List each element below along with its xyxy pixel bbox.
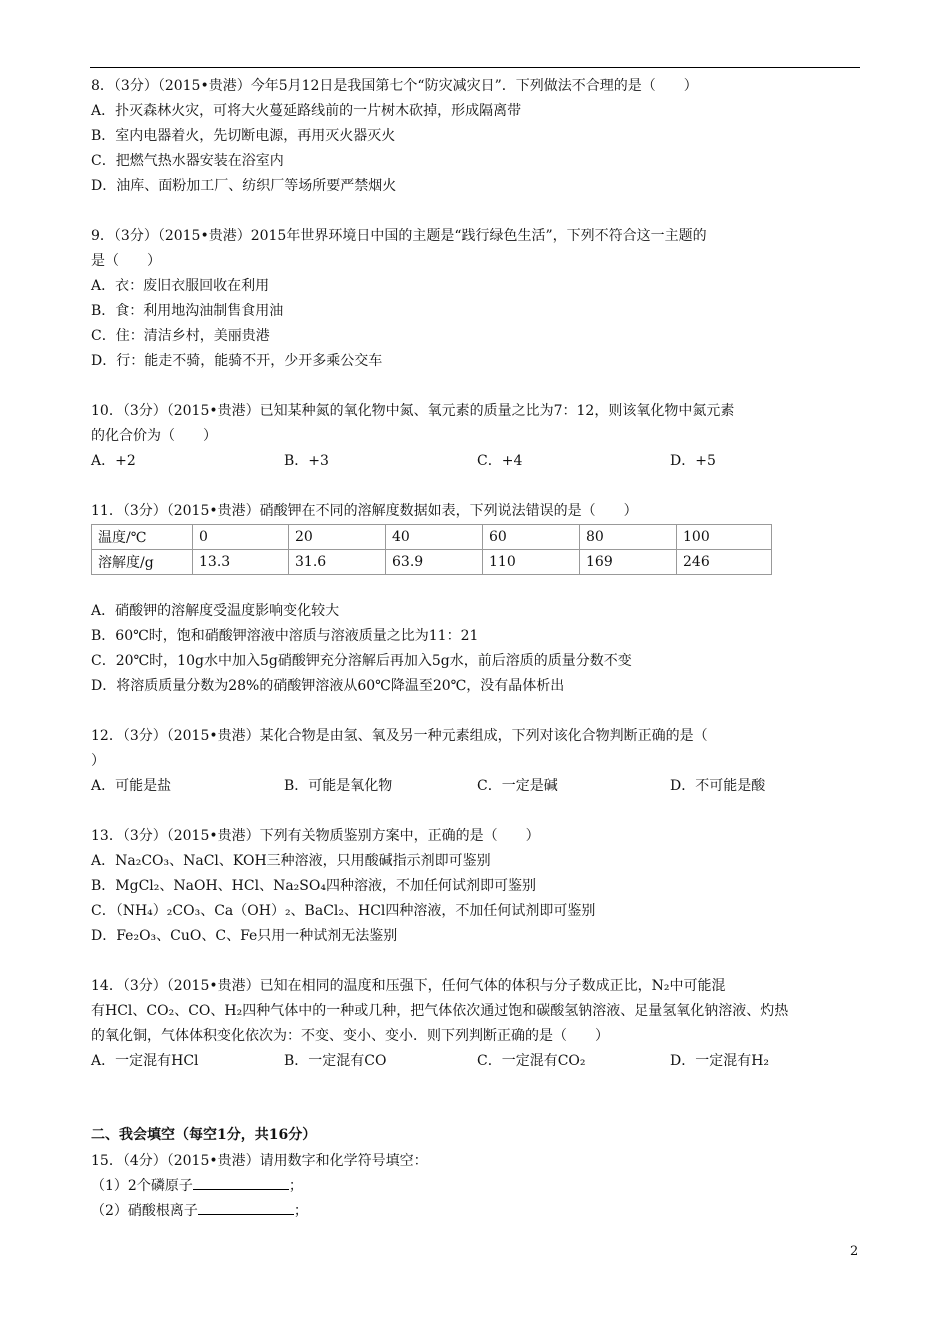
option-d: D．行：能走不骑，能骑不开，少开多乘公交车 bbox=[91, 353, 383, 369]
separator: ； bbox=[288, 1178, 303, 1194]
question-stem-cont: 有HCl、CO₂、CO、H₂四种气体中的一种或几种，把气体依次通过饱和碳酸氢钠溶液、足量氢氧化钠溶液、灼热 bbox=[91, 1003, 789, 1019]
fill-item-label: （2）硝酸根离子 bbox=[91, 1203, 198, 1219]
fill-item-label: （1）2个磷原子 bbox=[91, 1178, 193, 1194]
question-8 bbox=[91, 74, 863, 199]
option-d: D．Fe₂O₃、CuO、C、Fe只用一种试剂无法鉴别 bbox=[91, 928, 398, 944]
question-10 bbox=[91, 399, 863, 474]
option-b: B．MgCl₂、NaOH、HCl、Na₂SO₄四种溶液，不加任何试剂即可鉴别 bbox=[91, 878, 536, 894]
option-c: C．一定混有CO₂ bbox=[477, 1053, 586, 1069]
table-cell: 31.6 bbox=[289, 550, 386, 575]
option-c: C．+4 bbox=[477, 453, 523, 469]
options-row bbox=[91, 449, 863, 474]
option-a: A．硝酸钾的溶解度受温度影响变化较大 bbox=[91, 603, 340, 619]
separator: ； bbox=[293, 1203, 308, 1219]
question-14 bbox=[91, 974, 863, 1074]
question-stem: 15．（4分）（2015•贵港）请用数字和化学符号填空： bbox=[91, 1153, 428, 1169]
header-rule bbox=[90, 67, 860, 68]
table-cell: 60 bbox=[483, 525, 580, 550]
table-cell: 溶解度/g bbox=[92, 550, 193, 575]
question-stem-cont: ） bbox=[91, 753, 105, 769]
option-c: C．20℃时，10g水中加入5g硝酸钾充分溶解后再加入5g水，前后溶质的质量分数不变 bbox=[91, 653, 632, 669]
option-c: C．住：清洁乡村，美丽贵港 bbox=[91, 328, 270, 344]
option-c: C．一定是碱 bbox=[477, 778, 558, 794]
table-row bbox=[92, 525, 772, 550]
option-b: B．食：利用地沟油制售食用油 bbox=[91, 303, 284, 319]
option-c: C．（NH₄）₂CO₃、Ca（OH）₂、BaCl₂、HCl四种溶液，不加任何试剂即可鉴别 bbox=[91, 903, 596, 919]
option-a: A．+2 bbox=[91, 453, 136, 469]
question-13 bbox=[91, 824, 863, 949]
question-15 bbox=[91, 1149, 863, 1224]
option-a: A．扑灭森林火灾，可将大火蔓延路线前的一片树木砍掉，形成隔离带 bbox=[91, 103, 522, 119]
option-d: D．将溶质质量分数为28%的硝酸钾溶液从60℃降温至20℃，没有晶体析出 bbox=[91, 678, 565, 694]
option-a: A．Na₂CO₃、NaCl、KOH三种溶液，只用酸碱指示剂即可鉴别 bbox=[91, 853, 491, 869]
table-cell: 110 bbox=[483, 550, 580, 575]
answer-blank[interactable] bbox=[198, 1199, 294, 1215]
table-row bbox=[92, 550, 772, 575]
solubility-table bbox=[91, 524, 772, 575]
option-a: A．衣：废旧衣服回收在利用 bbox=[91, 278, 270, 294]
option-b: B．一定混有CO bbox=[284, 1053, 387, 1069]
option-b: B．可能是氧化物 bbox=[284, 778, 393, 794]
table-cell: 80 bbox=[580, 525, 677, 550]
section-title: 二、我会填空（每空1分，共16分） bbox=[91, 1127, 317, 1143]
table-cell: 169 bbox=[580, 550, 677, 575]
option-a: A．可能是盐 bbox=[91, 778, 172, 794]
fill-item-1 bbox=[91, 1174, 863, 1199]
question-stem: 9．（3分）（2015•贵港）2015年世界环境日中国的主题是“践行绿色生活”，下列不符合这一主题的 bbox=[91, 228, 707, 244]
option-c: C．把燃气热水器安装在浴室内 bbox=[91, 153, 284, 169]
question-stem: 8．（3分）（2015•贵港）今年5月12日是我国第七个“防灾减灾日”．下列做法不合理的是（ ） bbox=[91, 78, 698, 94]
option-d: D．一定混有H₂ bbox=[670, 1053, 770, 1069]
options-row bbox=[91, 1049, 863, 1074]
question-stem-cont: 的化合价为（ ） bbox=[91, 428, 217, 444]
option-d: D．+5 bbox=[670, 453, 716, 469]
question-stem: 12．（3分）（2015•贵港）某化合物是由氢、氧及另一种元素组成，下列对该化合物判断正确的是（ bbox=[91, 728, 708, 744]
table-cell: 246 bbox=[677, 550, 772, 575]
option-b: B．+3 bbox=[284, 453, 329, 469]
option-b: B．60℃时，饱和硝酸钾溶液中溶质与溶液质量之比为11：21 bbox=[91, 628, 479, 644]
page-number: 2 bbox=[850, 1244, 859, 1259]
question-11 bbox=[91, 499, 863, 524]
table-cell: 40 bbox=[386, 525, 483, 550]
options-row bbox=[91, 774, 863, 799]
option-a: A．一定混有HCl bbox=[91, 1053, 199, 1069]
table-cell: 63.9 bbox=[386, 550, 483, 575]
option-d: D．油库、面粉加工厂、纺织厂等场所要严禁烟火 bbox=[91, 178, 397, 194]
table-cell: 100 bbox=[677, 525, 772, 550]
question-stem-cont: 是（ ） bbox=[91, 253, 161, 269]
question-stem: 14．（3分）（2015•贵港）已知在相同的温度和压强下，任何气体的体积与分子数成正比，N₂中可能混 bbox=[91, 978, 726, 994]
question-stem: 11．（3分）（2015•贵港）硝酸钾在不同的溶解度数据如表，下列说法错误的是（ ） bbox=[91, 503, 638, 519]
option-b: B．室内电器着火，先切断电源，再用灭火器灭火 bbox=[91, 128, 396, 144]
question-9 bbox=[91, 224, 863, 374]
question-stem: 13．（3分）（2015•贵港）下列有关物质鉴别方案中，正确的是（ ） bbox=[91, 828, 540, 844]
table-cell: 0 bbox=[193, 525, 289, 550]
question-11-options bbox=[91, 599, 863, 699]
option-d: D．不可能是酸 bbox=[670, 778, 766, 794]
question-stem: 10．（3分）（2015•贵港）已知某种氮的氧化物中氮、氧元素的质量之比为7：12，则该氧化物中氮元素 bbox=[91, 403, 735, 419]
fill-item-2 bbox=[91, 1199, 863, 1224]
question-stem-cont: 的氧化铜，气体体积变化依次为：不变、变小、变小．则下列判断正确的是（ ） bbox=[91, 1028, 609, 1044]
question-12 bbox=[91, 724, 863, 799]
answer-blank[interactable] bbox=[193, 1174, 289, 1190]
table-cell: 20 bbox=[289, 525, 386, 550]
table-cell: 温度/℃ bbox=[92, 525, 193, 550]
table-cell: 13.3 bbox=[193, 550, 289, 575]
